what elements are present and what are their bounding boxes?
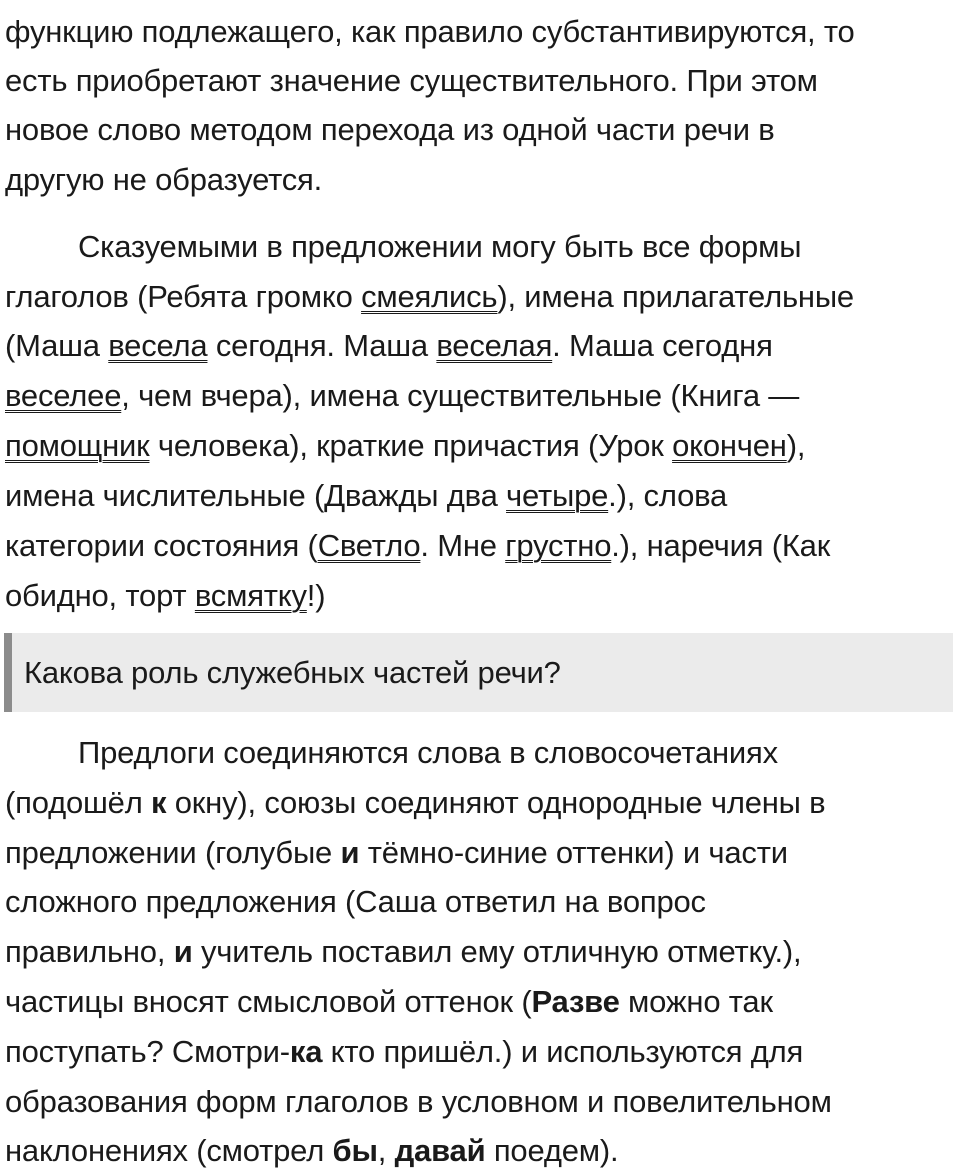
bold-word: бы	[332, 1133, 378, 1168]
paragraph2-line	[5, 528, 830, 564]
text-run: кто пришёл.) и используются для	[322, 1034, 804, 1069]
predicate-underlined: смеялись	[361, 279, 498, 314]
text-run: ),	[786, 428, 806, 463]
question-callout	[4, 633, 953, 712]
predicate-underlined: Светло	[317, 528, 421, 563]
paragraph1-line: функцию подлежащего, как правило субстантивируются, то	[5, 14, 855, 49]
paragraph3-line	[5, 934, 801, 970]
text-run: !)	[306, 578, 326, 613]
predicate-underlined: веселая	[436, 328, 553, 363]
text-run: правильно,	[5, 934, 174, 969]
text-run: поступать? Смотри-	[5, 1034, 290, 1069]
text-run: категории состояния (	[5, 528, 318, 563]
paragraph2-line	[5, 578, 325, 614]
predicate-underlined: окончен	[672, 428, 787, 463]
text-run: сегодня. Маша	[207, 328, 437, 363]
text-run: учитель поставил ему отличную отметку.),	[192, 934, 802, 969]
text-run: .), наречия (Как	[611, 528, 831, 563]
text-run: тёмно-синие оттенки) и части	[359, 835, 788, 870]
bold-word: давай	[394, 1133, 486, 1168]
text-run: окну), союзы соединяют однородные члены в	[166, 785, 826, 820]
paragraph1-line: есть приобретают значение существительного. При этом	[5, 63, 818, 98]
paragraph1-line: другую не образуется.	[5, 162, 323, 197]
predicate-underlined: грустно	[505, 528, 612, 563]
text-run: . Мне	[420, 528, 506, 563]
paragraph2-line	[5, 478, 727, 514]
bold-word: и	[340, 835, 360, 870]
text-run: обидно, торт	[5, 578, 195, 613]
paragraph3-line	[5, 1133, 618, 1169]
paragraph2-line	[5, 428, 805, 464]
predicate-underlined: веселее	[5, 378, 122, 413]
text-run: предложении (голубые	[5, 835, 341, 870]
text-run: наклонениях (смотрел	[5, 1133, 333, 1168]
bold-word: к	[151, 785, 167, 820]
predicate-underlined: весела	[108, 328, 208, 363]
predicate-underlined: всмятку	[194, 578, 307, 613]
paragraph3-line: Предлоги соединяются слова в словосочетаниях	[78, 735, 778, 770]
text-run: можно так	[619, 984, 773, 1019]
paragraph2-line	[5, 279, 854, 315]
paragraph2-line	[5, 378, 799, 414]
question-heading: Какова роль служебных частей речи?	[24, 655, 561, 690]
text-run: ,	[377, 1133, 395, 1168]
text-run: ), имена прилагательные	[497, 279, 854, 314]
paragraph3-line: сложного предложения (Саша ответил на вопрос	[5, 884, 706, 919]
paragraph3-line	[5, 785, 825, 821]
text-run: .), слова	[608, 478, 728, 513]
text-run: частицы вносят смысловой оттенок (	[5, 984, 532, 1019]
bold-word: ка	[289, 1034, 323, 1069]
predicate-underlined: помощник	[5, 428, 150, 463]
text-run: имена числительные (Дважды два	[5, 478, 507, 513]
paragraph3-line	[5, 984, 773, 1020]
paragraph3-line	[5, 1034, 803, 1070]
paragraph3-line: образования форм глаголов в условном и повелительном	[5, 1084, 832, 1119]
text-run: глаголов (Ребята громко	[5, 279, 362, 314]
text-run: (Маша	[5, 328, 109, 363]
text-run: , чем вчера), имена существительные (Книга —	[121, 378, 800, 413]
text-run: . Маша сегодня	[552, 328, 773, 363]
paragraph2-line	[5, 328, 773, 364]
bold-word: и	[173, 934, 193, 969]
paragraph2-line: Сказуемыми в предложении могу быть все формы	[78, 229, 802, 264]
predicate-underlined: четыре	[506, 478, 609, 513]
paragraph3-line	[5, 835, 788, 871]
text-run: (подошёл	[5, 785, 152, 820]
text-run: человека), краткие причастия (Урок	[149, 428, 673, 463]
bold-word: Разве	[531, 984, 620, 1019]
paragraph1-line: новое слово методом перехода из одной части речи в	[5, 112, 775, 147]
text-run: поедем).	[485, 1133, 619, 1168]
